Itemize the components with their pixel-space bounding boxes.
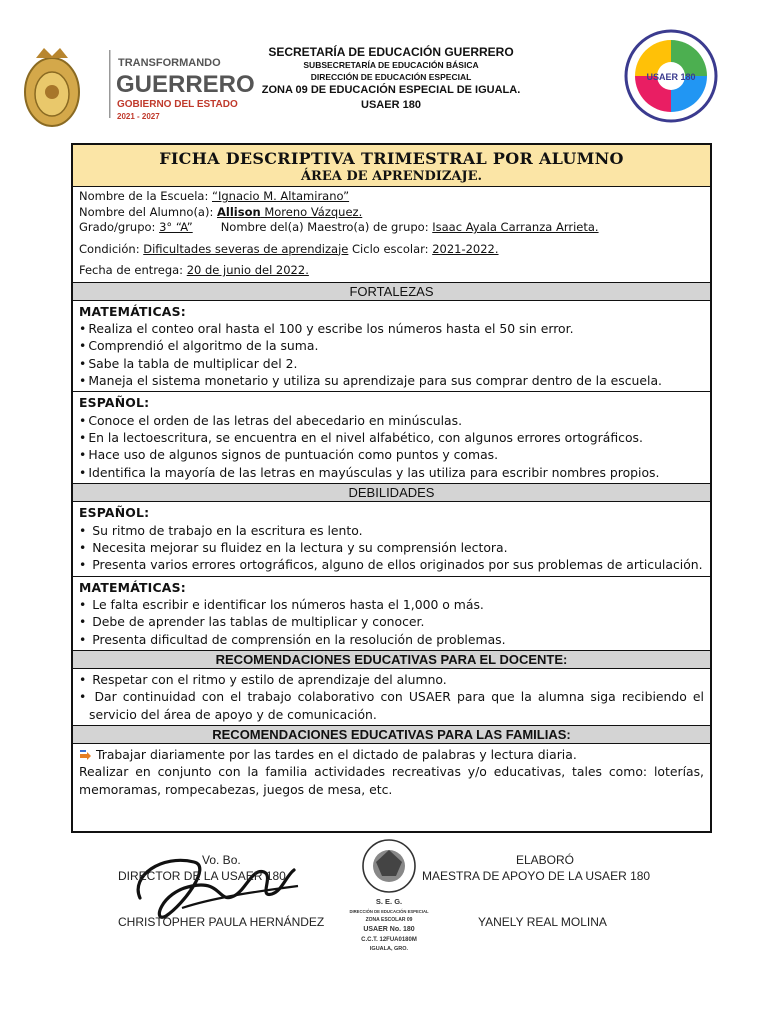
debilidades-spanish: [73, 502, 710, 576]
list-item: • Sabe la tabla de multiplicar del 2.: [79, 355, 298, 371]
list-item: • Realiza el conteo oral hasta el 100 y escribe los números hasta el 50 sin error.: [79, 320, 574, 336]
familias-recommendations: [73, 744, 710, 800]
condition-value: Dificultades severas de aprendizaje: [143, 241, 349, 256]
header-line-1: SECRETARÍA DE EDUCACIÓN GUERRERO: [268, 45, 514, 59]
student-info: [73, 187, 710, 283]
student-first-name: Allison: [217, 204, 261, 219]
list-item: • Hace uso de algunos signos de puntuación como puntos y comas.: [79, 447, 499, 463]
form-title-band: [73, 145, 710, 187]
delivery-date: 20 de junio del 2022.: [186, 263, 309, 278]
institution-header: [250, 44, 532, 113]
student-row: Nombre del Alumno(a): Allison Moreno Vázquez.: [79, 204, 363, 219]
list-item: • Le falta escribir e identificar los números hasta el 1,000 o más.: [79, 596, 484, 612]
logo-guerrero: GUERRERO: [116, 71, 255, 98]
debilidades-math: [73, 577, 710, 651]
director-role: DIRECTOR DE LA USAER 180: [118, 869, 286, 883]
list-item: • Maneja el sistema monetario y utiliza su aprendizaje para sus comprar dentro de la escuela.: [79, 373, 662, 389]
fortalezas-math: [73, 301, 710, 393]
director-name: CHRISTOPHER PAULA HERNÁNDEZ: [118, 915, 325, 929]
teacher-role: MAESTRA DE APOYO DE LA USAER 180: [422, 869, 651, 883]
form-subtitle: ÁREA DE APRENDIZAJE.: [300, 169, 483, 184]
signature-block: [0, 845, 768, 1025]
list-item: • Identifica la mayoría de las letras en mayúsculas y las utiliza para escribir nombres propios.: [79, 464, 660, 480]
usaer-logo: [624, 26, 718, 126]
svg-text:ZONA ESCOLAR 09: ZONA ESCOLAR 09: [365, 917, 413, 923]
logo-years: 2021 - 2027: [117, 112, 160, 121]
arrow-bullet-icon: [79, 749, 92, 760]
grade-value: 3° “A”: [159, 220, 193, 235]
teacher-name-signature: YANELY REAL MOLINA: [478, 915, 607, 929]
list-item: • En la lectoescritura, se encuentra en el nivel alfabético, con algunos errores ortográficos.: [79, 430, 643, 446]
list-item: Trabajar diariamente por las tardes en el dictado de palabras y lectura diaria.: [79, 746, 704, 763]
fortalezas-math-title: MATEMÁTICAS:: [79, 303, 186, 319]
fortalezas-spanish: [73, 392, 710, 484]
elaboro-label: ELABORÓ: [516, 853, 575, 867]
familias-heading: RECOMENDACIONES EDUCATIVAS PARA LAS FAMILIAS:: [73, 726, 710, 744]
school-name: “Ignacio M. Altamirano”: [212, 189, 350, 203]
list-item: • Debe de aprender las tablas de multiplicar y conocer.: [79, 614, 425, 630]
student-last-name: Moreno Vázquez.: [260, 204, 363, 219]
list-item: • Presenta dificultad de comprensión en la resolución de problemas.: [79, 631, 506, 647]
debilidades-heading: DEBILIDADES: [73, 484, 710, 502]
header-line-2: SUBSECRETARÍA DE EDUCACIÓN BÁSICA: [303, 60, 479, 71]
state-coat-of-arms-icon: [25, 48, 79, 126]
list-item: • Dar continuidad con el trabajo colaborativo con USAER para que la alumna siga recibiendo el servicio del área de apoyo y de comunicación.: [79, 689, 704, 722]
debilidades-spanish-title: ESPAÑOL:: [79, 505, 150, 521]
list-item: • Su ritmo de trabajo en la escritura es lento.: [79, 522, 363, 538]
svg-text:USAER No. 180: USAER No. 180: [363, 926, 415, 933]
list-item: • Comprendió el algoritmo de la suma.: [79, 338, 319, 354]
school-row: Nombre de la Escuela: “Ignacio M. Altamirano”: [79, 189, 350, 203]
fortalezas-spanish-title: ESPAÑOL:: [79, 395, 150, 411]
condition-row: Condición: Dificultades severas de aprendizaje Ciclo escolar: 2021-2022.: [79, 241, 499, 256]
header-line-3: DIRECCIÓN DE EDUCACIÓN ESPECIAL: [310, 71, 472, 82]
grade-row: Grado/grupo: 3° “A” Nombre del(a) Maestro(a) de grupo: Isaac Ayala Carranza Arrieta.: [79, 220, 599, 235]
teacher-name: Isaac Ayala Carranza Arrieta.: [432, 220, 599, 235]
svg-text:DIRECCIÓN DE EDUCACIÓN ESPECIA: DIRECCIÓN DE EDUCACIÓN ESPECIAL: [349, 909, 429, 914]
header-line-5: USAER 180: [361, 98, 421, 111]
guerrero-government-logo: [16, 36, 266, 132]
svg-text:IGUALA, GRO.: IGUALA, GRO.: [369, 946, 409, 952]
list-item: • Necesita mejorar su fluidez en la lectura y su comprensión lectora.: [79, 539, 508, 555]
list-item: • Presenta varios errores ortográficos, alguno de ellos originados por sus problemas de articulación.: [79, 557, 703, 573]
logo-gobierno: GOBIERNO DEL ESTADO: [117, 99, 238, 110]
debilidades-math-title: MATEMÁTICAS:: [79, 579, 186, 595]
form-title: FICHA DESCRIPTIVA TRIMESTRAL POR ALUMNO: [159, 149, 624, 168]
list-item: • Conoce el orden de las letras del abecedario en minúsculas.: [79, 412, 463, 428]
docente-heading: RECOMENDACIONES EDUCATIVAS PARA EL DOCENTE:: [73, 651, 710, 669]
student-form-sheet: [71, 143, 712, 833]
vobo-label: Vo. Bo.: [202, 853, 241, 867]
header-line-4: ZONA 09 DE EDUCACIÓN ESPECIAL DE IGUALA.: [261, 84, 521, 97]
list-item: • Respetar con el ritmo y estilo de aprendizaje del alumno.: [79, 672, 447, 688]
date-row: Fecha de entrega: 20 de junio del 2022.: [79, 263, 309, 278]
logo-transformando: TRANSFORMANDO: [118, 57, 221, 69]
docente-recommendations: [73, 669, 710, 726]
svg-text:C.C.T. 12FUA0180M: C.C.T. 12FUA0180M: [361, 937, 417, 943]
school-cycle: 2021-2022.: [432, 241, 499, 256]
svg-text:S. E. G.: S. E. G.: [375, 897, 403, 906]
fortalezas-heading: FORTALEZAS: [73, 283, 710, 301]
usaer-logo-text: USAER 180: [646, 72, 696, 82]
list-item: Realizar en conjunto con la familia actividades recreativas y/o educativas, tales como: loterías, memoramas, rompecabezas, juegos de mesa, etc.: [79, 764, 704, 797]
